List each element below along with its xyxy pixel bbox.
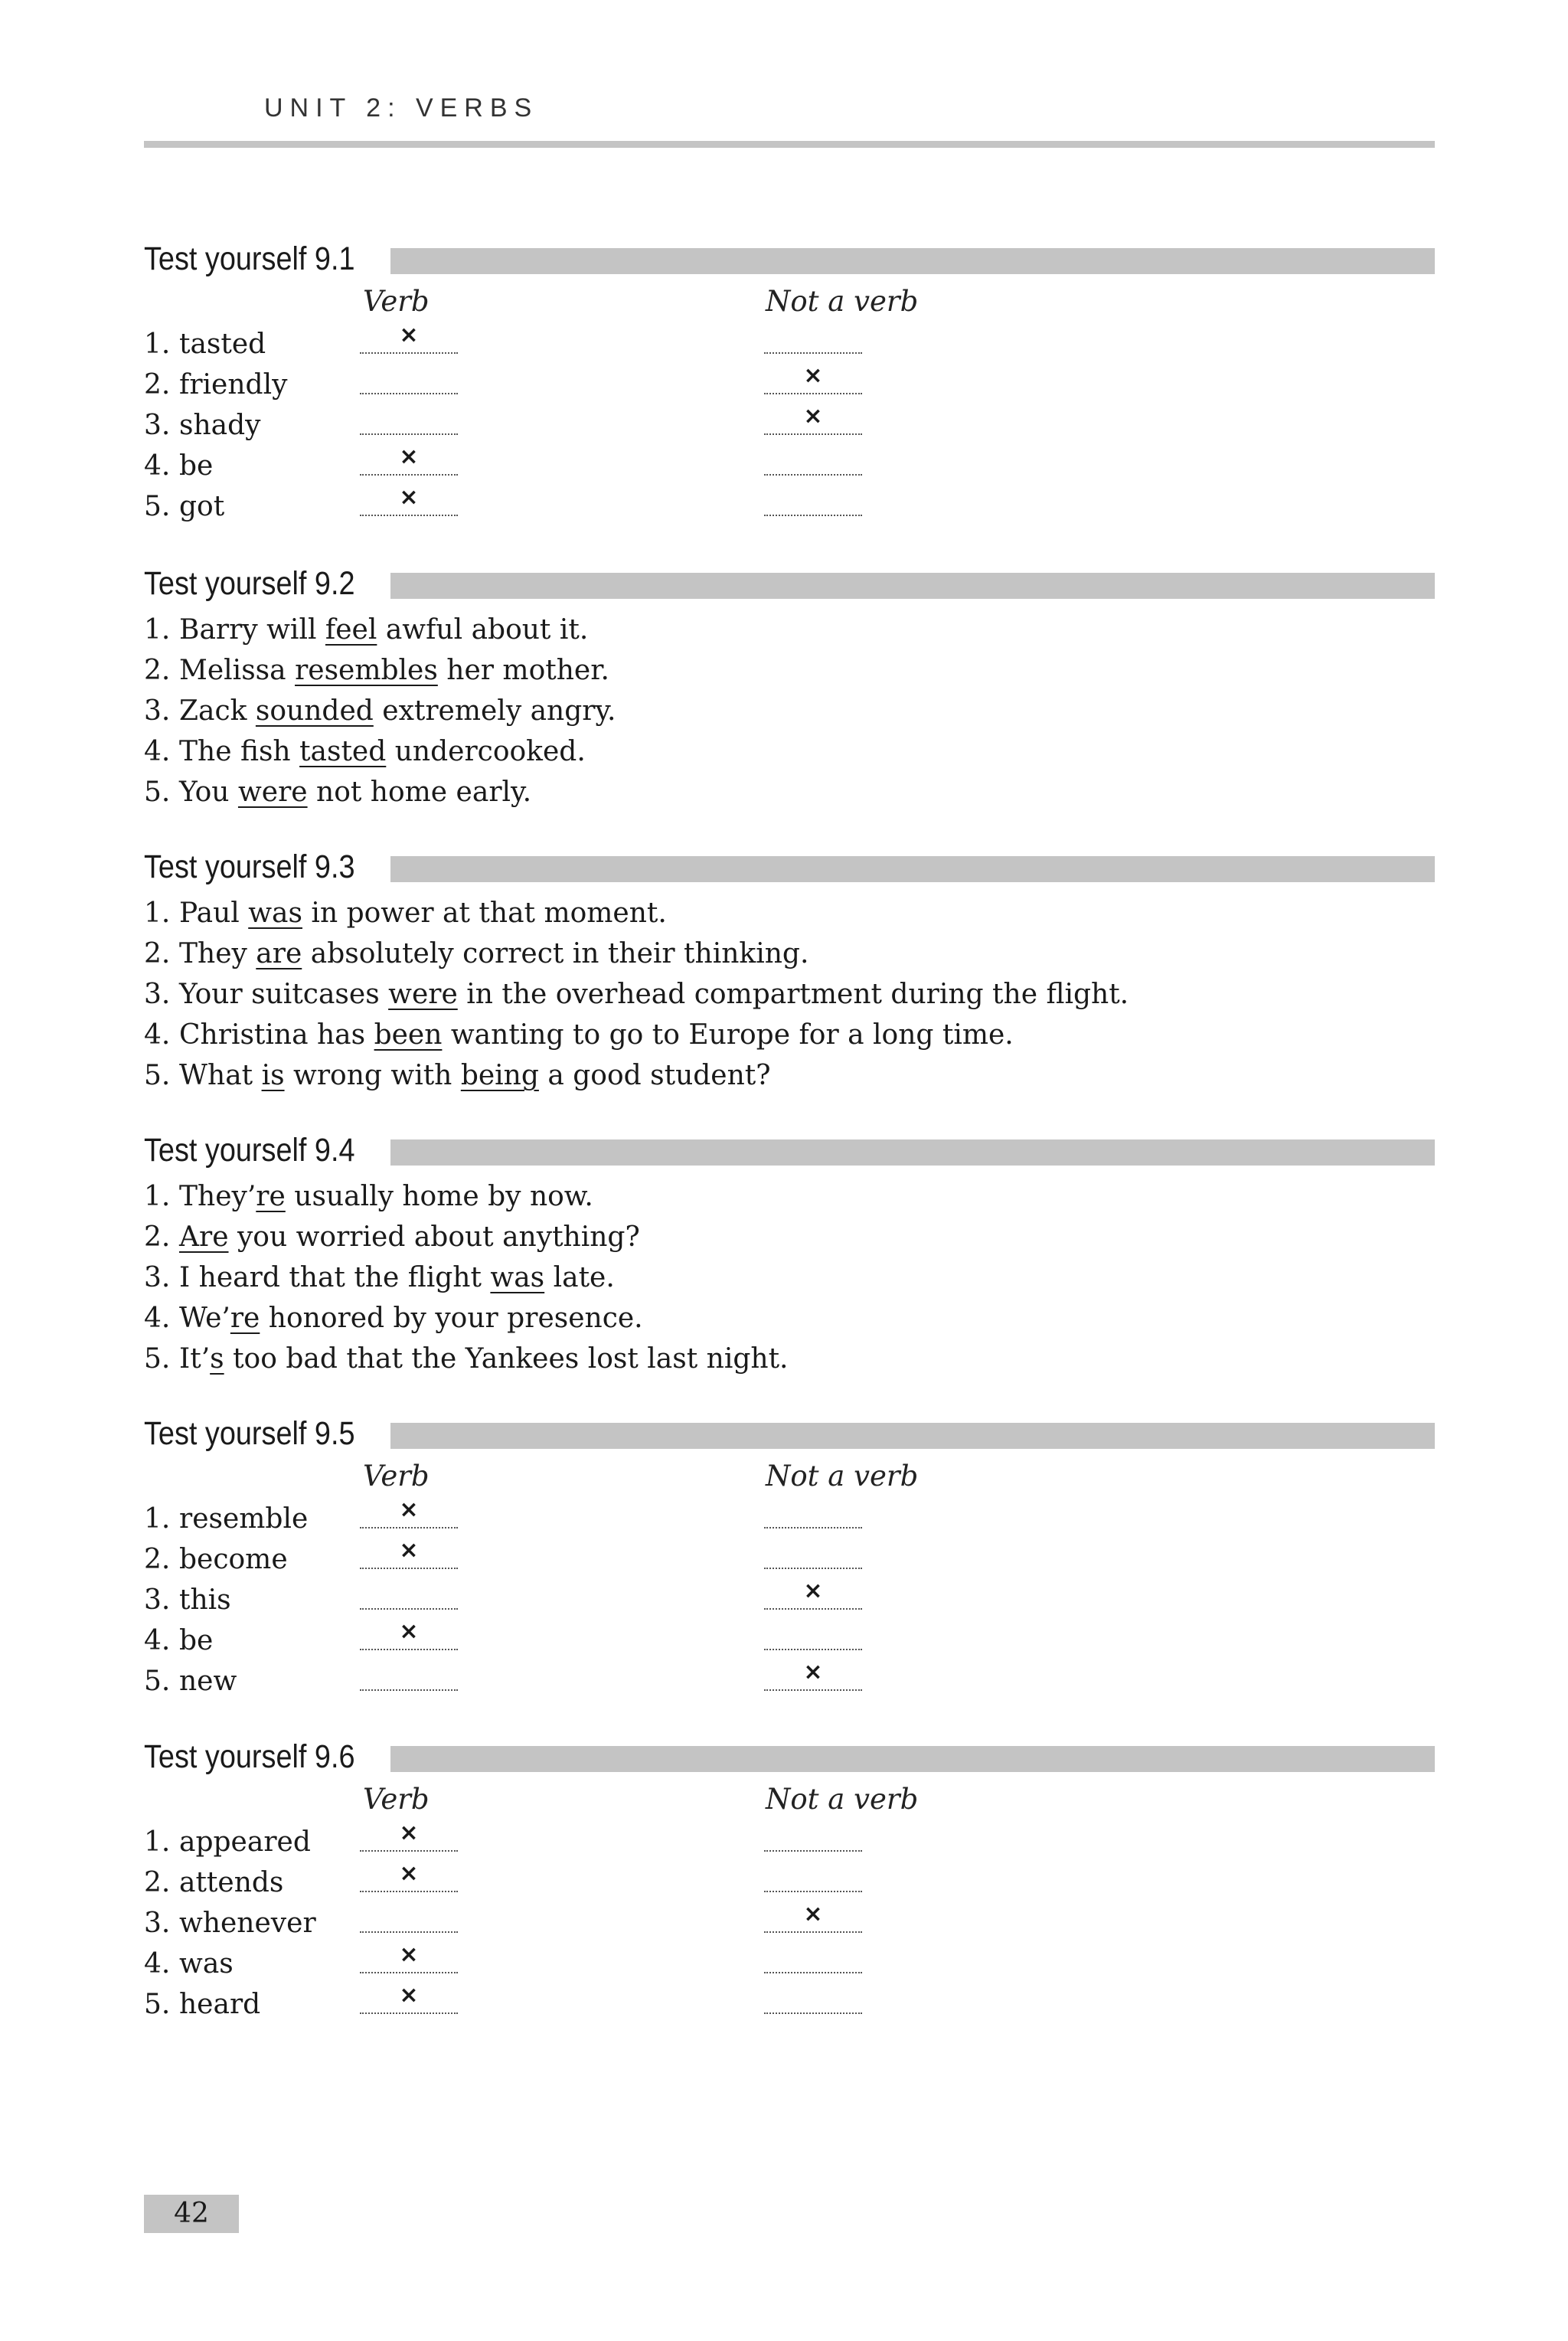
underlined-verb: are	[256, 938, 302, 969]
not-verb-answer-blank	[764, 2012, 862, 2014]
item-word: appeared	[179, 1826, 311, 1858]
verb-answer-blank	[360, 1689, 458, 1691]
item-number: 5.	[144, 1989, 171, 2020]
underlined-verb: was	[490, 1262, 545, 1293]
list-item	[144, 1903, 1435, 1944]
item-word: friendly	[179, 369, 288, 401]
verb-answer-blank	[360, 443, 458, 476]
verb-answer-blank	[360, 322, 458, 354]
section-test-9-2	[144, 561, 1435, 812]
item-number: 3.	[144, 1908, 171, 1939]
section-title: Test yourself 9.6	[144, 1738, 355, 1775]
sentence-text: absolutely correct in their thinking.	[302, 938, 809, 969]
section-title: Test yourself 9.4	[144, 1132, 355, 1169]
answer-list	[144, 324, 1435, 527]
verb-answer-blank	[360, 1537, 458, 1569]
sentence	[144, 1176, 1435, 1217]
sentence	[144, 650, 1435, 691]
section-bar	[390, 248, 1435, 274]
item-word: shady	[179, 410, 261, 441]
item-word: whenever	[179, 1908, 316, 1939]
verb-answer-blank	[360, 433, 458, 435]
section-bar	[390, 1139, 1435, 1166]
sentence-text: Melissa	[179, 655, 296, 686]
item-number: 4.	[144, 736, 171, 767]
item-word: be	[179, 450, 214, 482]
list-item	[144, 1822, 1435, 1862]
item-number: 2.	[144, 938, 171, 969]
sentence-text: What	[179, 1060, 262, 1091]
check-mark-icon: ×	[803, 403, 823, 430]
sentence	[144, 1217, 1435, 1257]
column-headers	[144, 1457, 1435, 1499]
sentence	[144, 974, 1435, 1015]
item-number: 3.	[144, 979, 171, 1010]
sentence-text: extremely angry.	[373, 695, 616, 727]
sentence-text: They	[179, 938, 256, 969]
not-verb-answer-blank	[764, 1901, 862, 1933]
item-word: tasted	[179, 329, 266, 360]
not-verb-answer-blank	[764, 1527, 862, 1529]
header-rule	[144, 141, 1435, 148]
item-number: 1.	[144, 1503, 171, 1535]
sentence-text: It’	[179, 1343, 211, 1375]
check-mark-icon: ×	[399, 322, 419, 348]
item-number: 2.	[144, 1867, 171, 1898]
verb-answer-blank	[360, 1982, 458, 2014]
sentence-text: Barry will	[179, 614, 325, 646]
check-mark-icon: ×	[399, 1496, 419, 1523]
item-word: attends	[179, 1867, 284, 1898]
section-heading	[144, 844, 1435, 890]
verb-answer-blank	[360, 1618, 458, 1650]
verb-answer-blank	[360, 1931, 458, 1933]
check-mark-icon: ×	[803, 1659, 823, 1685]
list-item	[144, 362, 1435, 405]
item-number: 1.	[144, 1826, 171, 1858]
sentence	[144, 610, 1435, 650]
sentence	[144, 1055, 1435, 1096]
check-mark-icon: ×	[399, 1860, 419, 1887]
column-headers	[144, 1780, 1435, 1822]
not-verb-column-header: Not a verb	[766, 285, 919, 318]
sentence-text: in the overhead compartment during the flight.	[457, 979, 1129, 1010]
underlined-verb: Are	[179, 1221, 229, 1253]
check-mark-icon: ×	[399, 1941, 419, 1968]
list-item	[144, 1496, 1435, 1539]
item-word: was	[179, 1948, 234, 1980]
not-verb-answer-blank	[764, 1850, 862, 1852]
check-mark-icon: ×	[803, 1578, 823, 1604]
verb-answer-blank	[360, 1496, 458, 1529]
item-number: 4.	[144, 1625, 171, 1656]
not-verb-answer-blank	[764, 1568, 862, 1569]
check-mark-icon: ×	[803, 362, 823, 389]
sentence-text: Your suitcases	[179, 979, 389, 1010]
sentence-text: late.	[544, 1262, 615, 1293]
item-word: resemble	[179, 1503, 309, 1535]
underlined-verb: was	[248, 897, 302, 929]
sentence-list	[144, 610, 1435, 812]
not-verb-answer-blank	[764, 352, 862, 354]
item-number: 4.	[144, 1303, 171, 1334]
not-verb-answer-blank	[764, 1649, 862, 1650]
sentence	[144, 933, 1435, 974]
section-test-9-6	[144, 1734, 1435, 2025]
section-heading	[144, 1127, 1435, 1173]
section-title: Test yourself 9.2	[144, 565, 355, 602]
sentence	[144, 1015, 1435, 1055]
sentence-text: wrong with	[284, 1060, 461, 1091]
section-heading	[144, 1411, 1435, 1457]
not-verb-answer-blank	[764, 362, 862, 394]
item-number: 3.	[144, 695, 171, 727]
answer-list	[144, 1496, 1435, 1702]
list-item	[144, 1580, 1435, 1620]
item-word: new	[179, 1666, 237, 1697]
section-test-9-3	[144, 844, 1435, 1096]
sentence-text: awful about it.	[377, 614, 589, 646]
answer-list	[144, 1822, 1435, 2025]
sentence-text: They’	[179, 1181, 256, 1212]
not-verb-column-header: Not a verb	[766, 1460, 919, 1493]
item-word: be	[179, 1625, 214, 1656]
sentence	[144, 1257, 1435, 1298]
sentence	[144, 772, 1435, 812]
verb-column-header: Verb	[363, 285, 430, 318]
list-item	[144, 1539, 1435, 1580]
list-item	[144, 486, 1435, 527]
sentence-text: her mother.	[437, 655, 609, 686]
section-heading	[144, 236, 1435, 282]
item-number: 2.	[144, 655, 171, 686]
item-number: 3.	[144, 1584, 171, 1616]
underlined-verb: re	[256, 1181, 286, 1212]
verb-answer-blank	[360, 1941, 458, 1973]
verb-answer-blank	[360, 1860, 458, 1892]
not-verb-answer-blank	[764, 474, 862, 476]
sentence	[144, 691, 1435, 731]
list-item	[144, 1941, 1435, 1984]
underlined-verb: were	[237, 777, 308, 808]
underlined-verb: tasted	[299, 736, 387, 767]
item-number: 1.	[144, 897, 171, 929]
underlined-verb: resembles	[295, 655, 438, 686]
section-title: Test yourself 9.5	[144, 1415, 355, 1452]
underlined-verb: re	[230, 1303, 260, 1334]
sentence-text: wanting to go to Europe for a long time.	[442, 1019, 1014, 1051]
not-verb-answer-blank	[764, 403, 862, 435]
list-item	[144, 443, 1435, 486]
check-mark-icon: ×	[399, 1982, 419, 2009]
sentence-text: undercooked.	[386, 736, 586, 767]
verb-answer-blank	[360, 1608, 458, 1610]
page-number: 42	[144, 2195, 239, 2233]
item-number: 4.	[144, 1948, 171, 1980]
underlined-verb: feel	[325, 614, 377, 646]
sentence-text: usually home by now.	[285, 1181, 593, 1212]
list-item	[144, 405, 1435, 446]
section-bar	[390, 856, 1435, 882]
sentence-list	[144, 1176, 1435, 1379]
item-number: 2.	[144, 1221, 171, 1253]
item-number: 5.	[144, 491, 171, 522]
not-verb-column-header: Not a verb	[766, 1783, 919, 1816]
check-mark-icon: ×	[399, 1820, 419, 1846]
section-heading	[144, 561, 1435, 607]
sentence-text: not home early.	[307, 777, 532, 808]
sentence-text: a good student?	[538, 1060, 771, 1091]
section-test-9-4	[144, 1127, 1435, 1379]
not-verb-answer-blank	[764, 1659, 862, 1691]
item-number: 1.	[144, 614, 171, 646]
section-heading	[144, 1734, 1435, 1780]
verb-answer-blank	[360, 1820, 458, 1852]
not-verb-answer-blank	[764, 1891, 862, 1892]
check-mark-icon: ×	[399, 443, 419, 470]
sentence-text: I heard that the flight	[179, 1262, 491, 1293]
verb-column-header: Verb	[363, 1783, 430, 1816]
underlined-verb: s	[210, 1343, 224, 1375]
check-mark-icon: ×	[399, 484, 419, 511]
check-mark-icon: ×	[399, 1537, 419, 1564]
section-bar	[390, 1746, 1435, 1772]
item-number: 5.	[144, 1666, 171, 1697]
item-number: 5.	[144, 777, 171, 808]
sentence	[144, 1339, 1435, 1379]
list-item	[144, 1661, 1435, 1702]
check-mark-icon: ×	[399, 1618, 419, 1645]
not-verb-answer-blank	[764, 1972, 862, 1973]
item-number: 4.	[144, 450, 171, 482]
list-item	[144, 324, 1435, 365]
underlined-verb: is	[261, 1060, 285, 1091]
sentence	[144, 893, 1435, 933]
underlined-verb: been	[374, 1019, 443, 1051]
list-item	[144, 1984, 1435, 2025]
sentence	[144, 1298, 1435, 1339]
sentence-text: in power at that moment.	[302, 897, 667, 929]
running-header: UNIT 2: VERBS	[264, 93, 539, 123]
section-title: Test yourself 9.1	[144, 240, 355, 277]
item-number: 3.	[144, 1262, 171, 1293]
underlined-verb: sounded	[255, 695, 374, 727]
sentence-text: Christina has	[179, 1019, 374, 1051]
item-word: this	[179, 1584, 231, 1616]
check-mark-icon: ×	[803, 1901, 823, 1927]
column-headers	[144, 282, 1435, 324]
section-test-9-1	[144, 236, 1435, 527]
list-item	[144, 1620, 1435, 1661]
item-word: become	[179, 1544, 288, 1575]
item-number: 2.	[144, 369, 171, 401]
item-number: 5.	[144, 1060, 171, 1091]
sentence-text: Paul	[179, 897, 249, 929]
section-bar	[390, 573, 1435, 599]
sentence-text: Zack	[179, 695, 256, 727]
underlined-verb: being	[460, 1060, 539, 1091]
sentence-text: You	[179, 777, 238, 808]
section-bar	[390, 1423, 1435, 1449]
item-number: 1.	[144, 1181, 171, 1212]
item-word: got	[179, 491, 225, 522]
item-number: 1.	[144, 329, 171, 360]
sentence-text: We’	[179, 1303, 230, 1334]
not-verb-answer-blank	[764, 515, 862, 516]
sentence	[144, 731, 1435, 772]
list-item	[144, 1862, 1435, 1903]
item-number: 5.	[144, 1343, 171, 1375]
item-word: heard	[179, 1989, 261, 2020]
sentence-text: The fish	[179, 736, 300, 767]
item-number: 3.	[144, 410, 171, 441]
not-verb-answer-blank	[764, 1578, 862, 1610]
item-number: 2.	[144, 1544, 171, 1575]
verb-column-header: Verb	[363, 1460, 430, 1493]
sentence-text: honored by your presence.	[260, 1303, 643, 1334]
verb-answer-blank	[360, 484, 458, 516]
underlined-verb: were	[388, 979, 458, 1010]
sentence-text: too bad that the Yankees lost last night.	[224, 1343, 789, 1375]
sentence-list	[144, 893, 1435, 1096]
sentence-text: you worried about anything?	[228, 1221, 640, 1253]
section-title: Test yourself 9.3	[144, 848, 355, 885]
verb-answer-blank	[360, 393, 458, 394]
section-test-9-5	[144, 1411, 1435, 1702]
item-number: 4.	[144, 1019, 171, 1051]
